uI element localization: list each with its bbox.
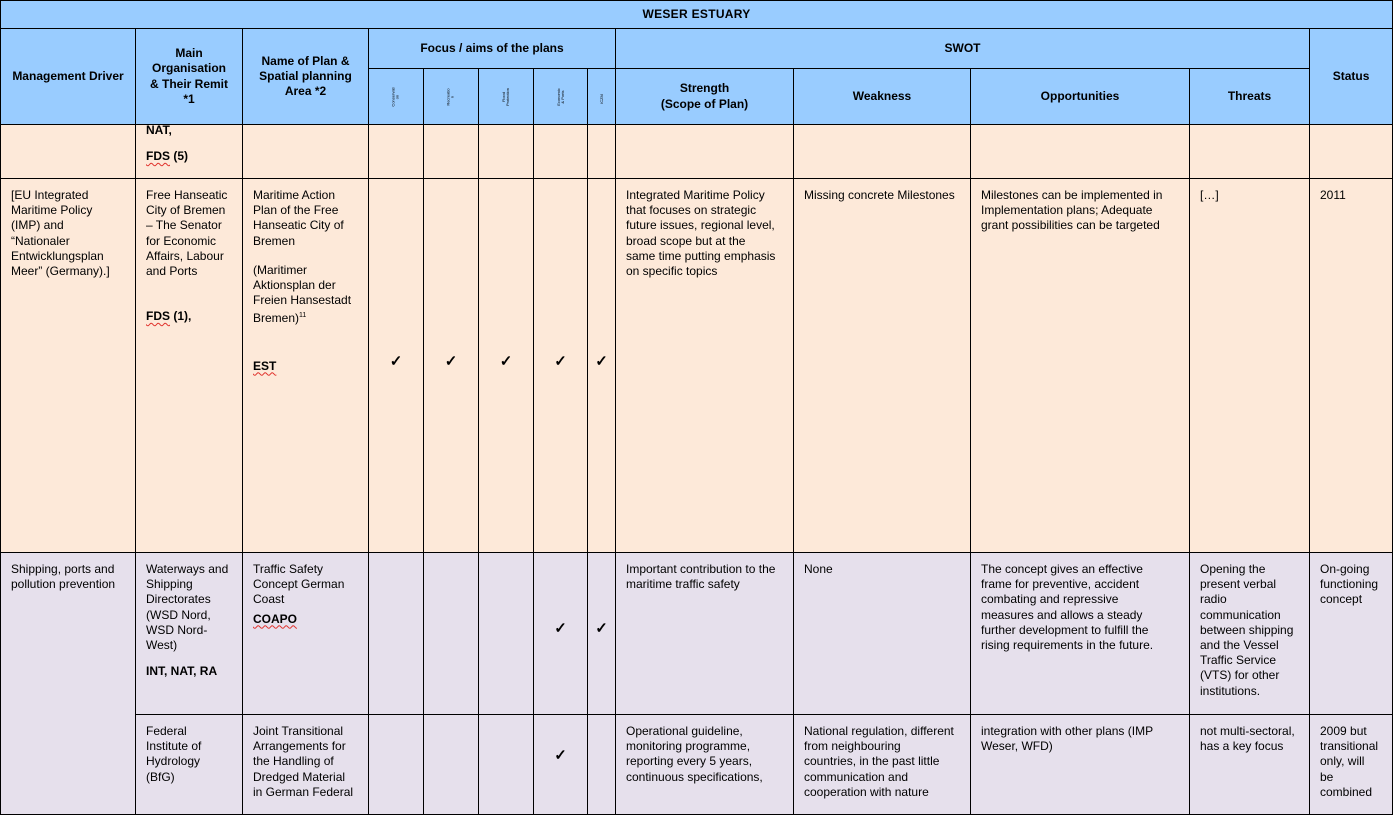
cell-weakness: None [794, 553, 971, 715]
check-conservation [369, 715, 424, 815]
cell-organisation [136, 715, 243, 815]
org-fds-line: FDS (5) [146, 149, 188, 164]
driver-text: [EU Integrated Maritime Policy (IMP) and “Nationaler Entwicklungsplan Meer” (Germany).] [11, 188, 110, 279]
check-flood-protection: ✓ [479, 179, 534, 553]
cell-opportunities: The concept gives an effective frame for preventive, accident combating and repressive measures and allows a steady further development to fulfill the rising requirements in the future. [971, 553, 1190, 715]
header-threats: Threats [1190, 69, 1310, 125]
header-focus: Focus / aims of the plans [369, 29, 616, 69]
cell-driver [1, 179, 136, 553]
cell-organisation [136, 179, 243, 553]
org-text: Waterways and Shipping Directorates (WSD Nord, WSD Nord- West) [146, 562, 229, 653]
header-strength: Strength (Scope of Plan) [616, 69, 794, 125]
table-row [1, 553, 1393, 715]
table-row [1, 125, 1393, 179]
driver-text: Shipping, ports and pollution prevention [11, 562, 116, 592]
check-recreation: ✓ [424, 179, 479, 553]
cell-threats: […] [1190, 179, 1310, 553]
cell-strength: Important contribution to the maritime traffic safety [616, 553, 794, 715]
plan-text: Joint Transitional Arrangements for the Handling of Dredged Material in German Federal [253, 724, 354, 799]
cell-strength: Operational guideline, monitoring programme, reporting every 5 years, continuous specifications, [616, 715, 794, 815]
cell-plan [243, 553, 369, 715]
check-conservation [369, 553, 424, 715]
org-fds-line: FDS (1), [146, 309, 192, 324]
plan-code: EST [253, 358, 277, 373]
cell-status: 2009 but transitional only, will be combined [1310, 715, 1393, 815]
header-focus-recreation: Recreatio n [424, 69, 479, 125]
plan-text: Maritime Action Plan of the Free Hanseatic City of Bremen [253, 188, 344, 248]
header-focus-flood-protection: Flood Protection [479, 69, 534, 125]
table-row [1, 179, 1393, 553]
check-iczm: ✓ [588, 179, 616, 553]
org-code-line: NAT, [146, 124, 172, 137]
cell-opportunities: integration with other plans (IMP Weser, WFD) [971, 715, 1190, 815]
cell-strength: Integrated Maritime Policy that focuses on strategic future issues, regional level, broad scope but at the same time putting emphasis on specific topics [616, 179, 794, 553]
cell-status: 2011 [1310, 179, 1393, 553]
plan-code: COAPO [253, 611, 298, 626]
org-codes: INT, NAT, RA [146, 664, 218, 679]
header-weakness: Weakness [794, 69, 971, 125]
table-title: WESER ESTUARY [1, 1, 1393, 29]
check-economic-ports: ✓ [534, 553, 588, 715]
check-iczm: ✓ [588, 553, 616, 715]
check-recreation [424, 715, 479, 815]
cell-organisation [136, 125, 243, 179]
org-text: Free Hanseatic City of Bremen – The Senator for Economic Affairs, Labour and Ports [146, 188, 228, 279]
plan-german-title: (Maritimer Aktionsplan der Freien Hansestadt Bremen)$^{11}$ [253, 262, 352, 326]
cell-status: On-going functioning concept [1310, 553, 1393, 715]
header-opportunities: Opportunities [971, 69, 1190, 125]
check-economic-ports: ✓ [534, 179, 588, 553]
plan-text: Traffic Safety Concept German Coast [253, 562, 345, 607]
check-conservation: ✓ [369, 179, 424, 553]
header-focus-economic-ports: Economic & Ports [534, 69, 588, 125]
org-text: Federal Institute of Hydrology (BfG) [146, 724, 202, 784]
header-plan-name: Name of Plan & Spatial planning Area *2 [243, 29, 369, 125]
cell-threats: not multi-sectoral, has a key focus [1190, 715, 1310, 815]
header-main-organisation: Main Organisation & Their Remit *1 [136, 29, 243, 125]
cell-opportunities: Milestones can be implemented in Implementation plans; Adequate grant possibilities can be targeted [971, 179, 1190, 553]
cell-weakness: Missing concrete Milestones [794, 179, 971, 553]
cell-organisation [136, 553, 243, 715]
cell-plan [243, 125, 369, 179]
cell-driver [1, 553, 136, 815]
check-iczm [588, 715, 616, 815]
cell-plan [243, 179, 369, 553]
check-economic-ports: ✓ [534, 715, 588, 815]
table-row [1, 715, 1393, 815]
cell-threats: Opening the present verbal radio communication between shipping and the Vessel Traffic Service (VTS) for other institutions. [1190, 553, 1310, 715]
cell-driver [1, 125, 136, 179]
header-management-driver: Management Driver [1, 29, 136, 125]
check-flood-protection [479, 715, 534, 815]
header-focus-iczm: ICZM [588, 69, 616, 125]
check-recreation [424, 553, 479, 715]
header-swot: SWOT [616, 29, 1310, 69]
header-focus-conservation: Conservati on [369, 69, 424, 125]
header-status: Status [1310, 29, 1393, 125]
cell-plan [243, 715, 369, 815]
check-flood-protection [479, 553, 534, 715]
cell-weakness: National regulation, different from neighbouring countries, in the past little communication and cooperation with nature [794, 715, 971, 815]
